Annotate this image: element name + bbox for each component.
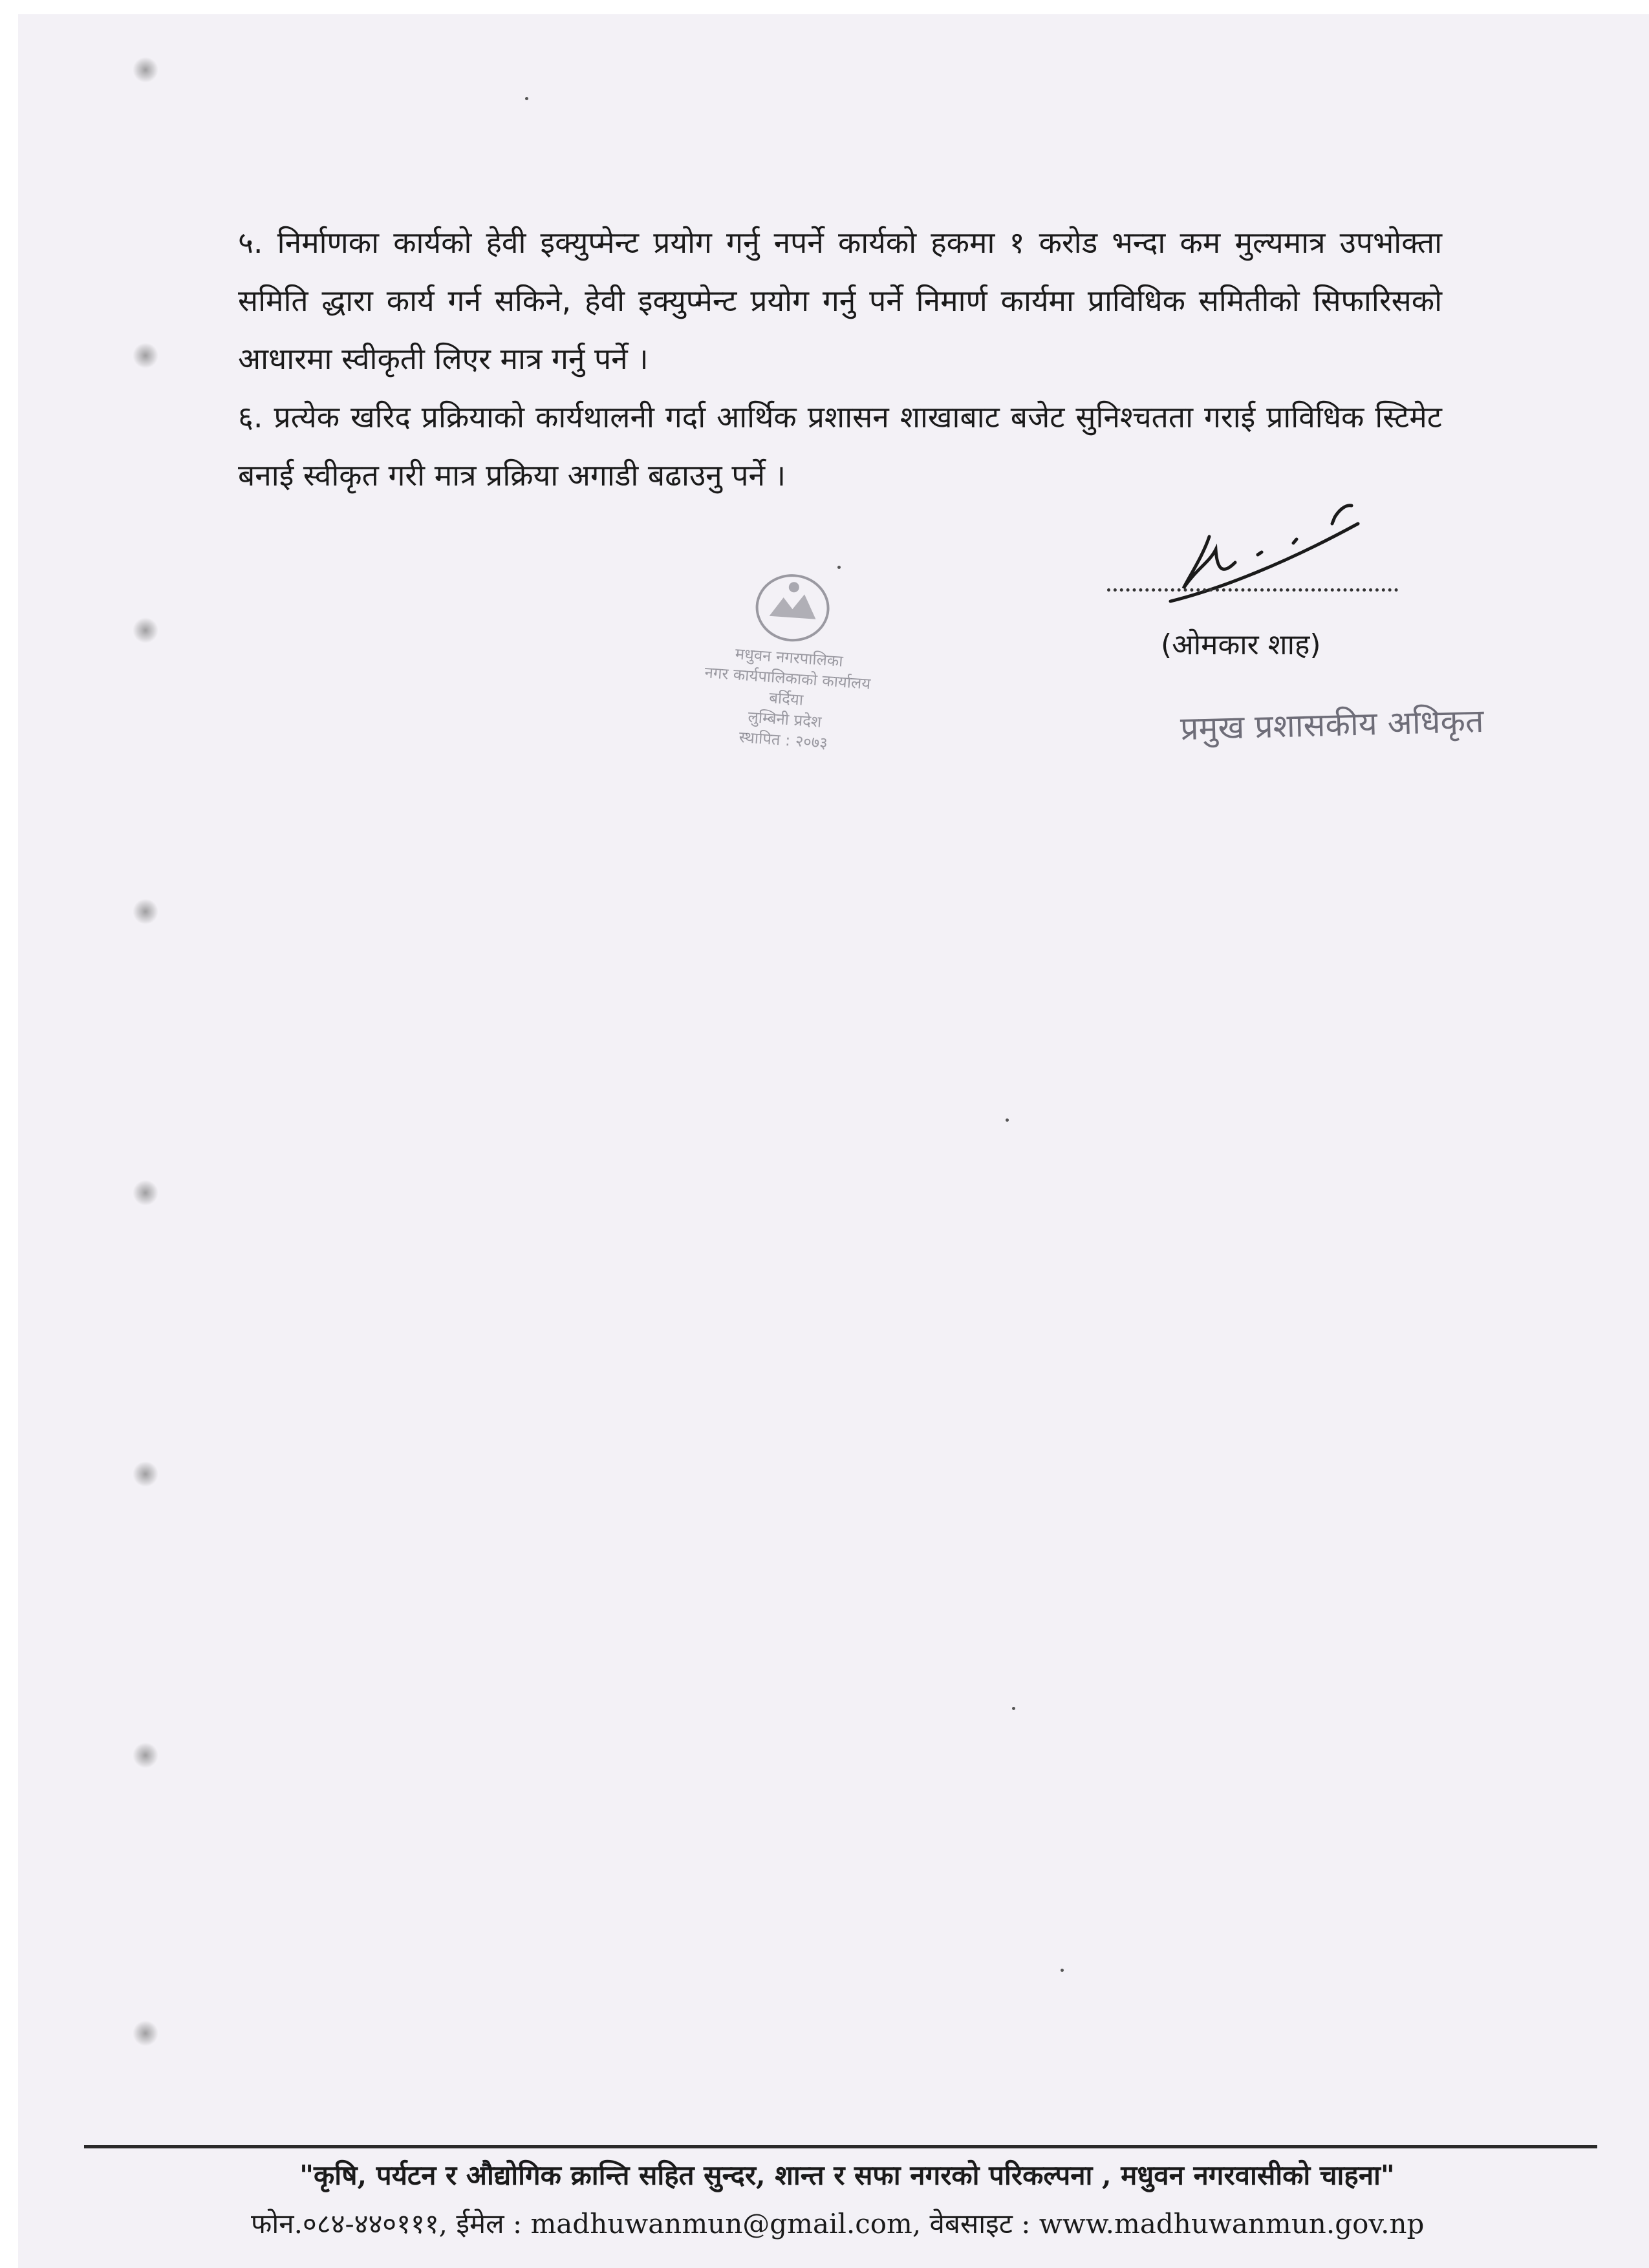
stamp-line: नगर कार्यपालिकाको कार्यालय — [704, 663, 872, 693]
scan-speck — [1061, 1969, 1064, 1972]
office-stamp — [680, 562, 899, 757]
signatory-title-stamp: प्रमुख प्रशासकीय अधिकृत — [1180, 701, 1485, 748]
stamp-line: लुम्बिनी प्रदेश — [747, 707, 823, 731]
footer-divider — [84, 2145, 1597, 2148]
stamp-line: स्थापित : २०७३ — [738, 727, 828, 753]
signatory-name: (ओमकार शाह) — [1161, 628, 1321, 661]
paragraph-item-5: ५. निर्माणका कार्यको हेवी इक्युप्मेन्ट प्रयोग गर्नु नपर्ने कार्यको हकमा १ करोड भन्दा कम मुल्यमात्र उपभोक्ता समिति द्धारा कार्य गर्न सकिने, हेवी इक्युप्मेन्ट प्रयोग गर्नु पर्ने निमार्ण कार्यमा प्राविधिक समितीको सिफारिसको आधारमा स्वीकृती लिएर मात्र गर्नु पर्ने । — [238, 225, 1442, 376]
stamp-emblem-icon — [742, 566, 844, 650]
punch-hole — [133, 2020, 158, 2046]
body-text — [238, 213, 1442, 504]
punch-hole — [133, 1461, 158, 1487]
punch-hole — [133, 899, 158, 925]
scan-speck — [525, 97, 528, 100]
footer-contact: फोन.०८४-४४०१११, ईमेल : madhuwanmun@gmail.com, वेबसाइट : www.madhuwanmun.gov.np — [251, 2208, 1425, 2240]
footer-motto: "कृषि, पर्यटन र औद्योगिक क्रान्ति सहित सुन्दर, शान्त र सफा नगरको परिकल्पना , मधुवन नगरवासीको चाहना" — [299, 2159, 1395, 2191]
paragraph-item-6: ६. प्रत्येक खरिद प्रक्रियाको कार्यथालनी गर्दा आर्थिक प्रशासन शाखाबाट बजेट सुनिश्चतता गराई प्राविधिक स्टिमेट बनाई स्वीकृत गरी मात्र प्रक्रिया अगाडी बढाउनु पर्ने । — [238, 400, 1442, 493]
signature-line — [1107, 582, 1398, 592]
scan-speck — [1006, 1118, 1009, 1122]
stamp-line: मधुवन नगरपालिका — [734, 645, 844, 670]
stamp-line: बर्दिया — [768, 689, 804, 709]
handwritten-signature — [1145, 498, 1377, 617]
punch-hole — [133, 1742, 158, 1768]
page-left-edge — [0, 0, 18, 2268]
signature-scribble-icon — [1145, 498, 1377, 614]
scan-speck — [1012, 1707, 1015, 1710]
punch-hole — [133, 617, 158, 643]
punch-hole — [133, 57, 158, 83]
scan-speck — [837, 566, 841, 569]
page-top-edge — [0, 0, 1649, 14]
punch-hole — [133, 343, 158, 369]
punch-hole — [133, 1180, 158, 1206]
